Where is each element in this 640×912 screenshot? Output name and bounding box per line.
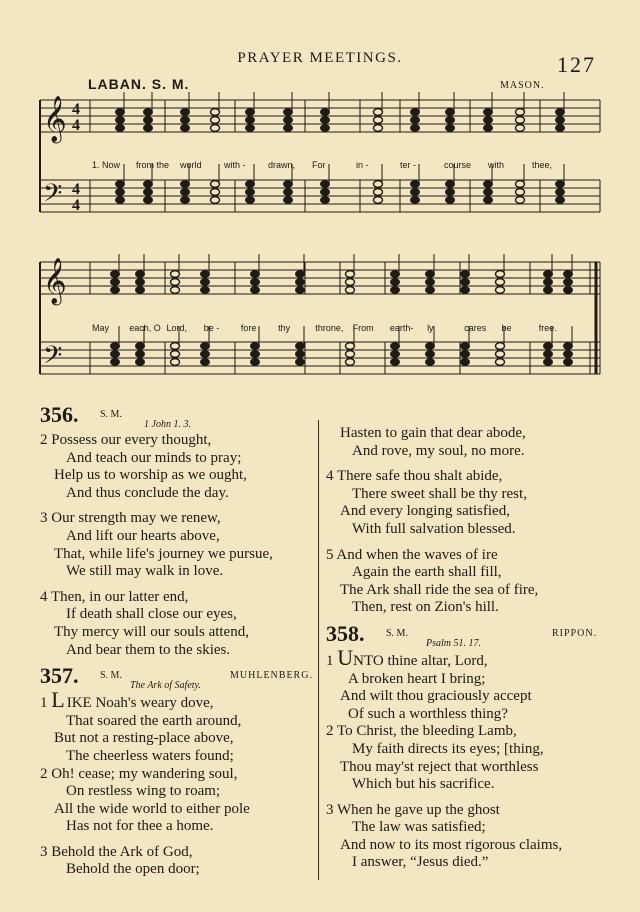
note-head (296, 359, 305, 366)
stanza-number: 1 (40, 695, 48, 712)
note-head (564, 343, 573, 350)
stanza (326, 468, 606, 538)
note-head (111, 271, 120, 278)
note-head (346, 287, 355, 294)
note-head (284, 189, 293, 196)
note-head (171, 359, 180, 366)
note-head (201, 359, 210, 366)
note-head (556, 117, 565, 124)
note-head (136, 287, 145, 294)
note-head (411, 109, 420, 116)
lyric-syllable: with (488, 160, 505, 170)
stanza-line: IKE Noah's weary dove, (66, 695, 214, 712)
note-head (296, 343, 305, 350)
note-head (116, 117, 125, 124)
note-head (251, 279, 260, 286)
note-head (516, 109, 525, 116)
stanza (40, 510, 312, 580)
note-head (544, 343, 553, 350)
note-head (411, 189, 420, 196)
hymn-meter: S. M. (386, 627, 408, 639)
note-head (484, 181, 493, 188)
note-head (556, 189, 565, 196)
note-head (411, 197, 420, 204)
note-head (181, 109, 190, 116)
note-head (346, 359, 355, 366)
right-column (326, 425, 606, 880)
hymn-tune: RIPPON. (552, 627, 598, 639)
hymn-358-stanzas (326, 723, 606, 872)
stanza-line: 4 There safe thou shalt abide, (326, 468, 503, 485)
stanza-line: And bear them to the skies. (66, 641, 231, 658)
note-head (496, 359, 505, 366)
note-head (411, 117, 420, 124)
note-head (284, 109, 293, 116)
note-head (116, 197, 125, 204)
tune-composer: MASON. (500, 80, 545, 91)
note-head (181, 125, 190, 132)
stanza-line: My faith directs its eyes; [thing, (352, 740, 544, 757)
lyric-syllable: be (501, 323, 512, 333)
note-head (544, 351, 553, 358)
note-head (391, 351, 400, 358)
note-head (391, 343, 400, 350)
note-head (374, 189, 383, 196)
note-head (181, 117, 190, 124)
stanza-line: That soared the earth around, (66, 712, 242, 729)
lyric-syllable: with - (224, 160, 246, 170)
note-head (251, 351, 260, 358)
stanza (40, 432, 312, 502)
note-head (556, 197, 565, 204)
stanza-line: Has not for thee a home. (66, 818, 214, 835)
tune-name: LABAN. S. M. (88, 76, 190, 92)
lyric-syllable: ly (427, 323, 434, 333)
lyric-syllable: For (312, 160, 326, 170)
note-head (171, 287, 180, 294)
note-head (111, 343, 120, 350)
stanza-number: 1 (326, 652, 334, 669)
clef-icon: 𝄢 (43, 341, 63, 376)
time-signature: 4 (72, 181, 80, 198)
stanza (40, 844, 312, 879)
stanza-line: Which but his sacrifice. (352, 776, 495, 793)
note-head (136, 271, 145, 278)
note-head (391, 271, 400, 278)
stanza-line: We still may walk in love. (66, 563, 224, 580)
note-head (171, 351, 180, 358)
hymn-tune: MUHLENBERG. (230, 670, 313, 682)
note-head (516, 125, 525, 132)
note-head (116, 125, 125, 132)
lyric-syllable: fore (240, 323, 257, 333)
stanza-line: And rove, my soul, no more. (352, 442, 525, 459)
note-head (144, 181, 153, 188)
stanza-line: But not a resting-place above, (54, 730, 234, 747)
time-signature: 4 (72, 197, 80, 214)
note-head (284, 125, 293, 132)
note-head (284, 117, 293, 124)
note-head (496, 343, 505, 350)
lyric-syllable: earth- (389, 323, 414, 333)
hymn-scripture: Psalm 51. 17. (426, 637, 481, 649)
stanza-line: And wilt thou graciously accept (340, 688, 532, 705)
note-head (201, 279, 210, 286)
hymn-number: 357. (40, 663, 79, 689)
stanza-line: 3 When he gave up the ghost (326, 801, 500, 818)
stanza-line: 2 To Christ, the bleeding Lamb, (326, 723, 517, 740)
note-head (346, 351, 355, 358)
note-head (496, 271, 505, 278)
note-head (144, 109, 153, 116)
hymn-356-stanzas (40, 432, 312, 659)
hymn-358-first-stanza (326, 644, 606, 723)
drop-cap: U (337, 644, 354, 670)
lyric-syllable: Lord, (166, 323, 187, 333)
hymn-358-header (326, 620, 606, 649)
note-head (321, 197, 330, 204)
note-head (461, 359, 470, 366)
hymn-subtitle: The Ark of Safety. (130, 680, 201, 692)
drop-cap: L (51, 687, 65, 713)
note-head (411, 181, 420, 188)
note-head (516, 181, 525, 188)
lyric-syllable: ter - (400, 160, 417, 170)
music-score (0, 0, 640, 410)
note-head (544, 279, 553, 286)
note-head (564, 287, 573, 294)
note-head (284, 181, 293, 188)
note-head (246, 125, 255, 132)
note-head (544, 359, 553, 366)
stanza-line: Thy mercy will our souls attend, (54, 623, 249, 640)
note-head (296, 351, 305, 358)
stanza-line: The law was satisfied; (352, 819, 486, 836)
note-head (426, 271, 435, 278)
stanza-line: And teach our minds to pray; (66, 449, 242, 466)
lyric-syllable: each, O (129, 323, 161, 333)
lyric-syllable: May (92, 323, 110, 333)
lyric-syllable: thy (278, 323, 291, 333)
hymn-number: 358. (326, 620, 365, 646)
note-head (284, 197, 293, 204)
note-head (426, 343, 435, 350)
clef-icon: 𝄞 (43, 96, 67, 142)
note-head (484, 197, 493, 204)
note-head (374, 109, 383, 116)
note-head (171, 279, 180, 286)
note-head (391, 279, 400, 286)
note-head (446, 117, 455, 124)
stanza (40, 766, 312, 836)
stanza-line: The Ark shall ride the sea of fire, (340, 581, 539, 598)
lyric-syllable: From (352, 323, 374, 333)
hymn-meter: S. M. (100, 409, 122, 420)
lyric-syllable: in - (356, 160, 369, 170)
note-head (201, 351, 210, 358)
hymn-meter: S. M. (100, 670, 122, 682)
stanza-line: That, while life's journey we pursue, (54, 545, 273, 562)
note-head (321, 109, 330, 116)
stanza-line: 2 Possess our every thought, (40, 432, 212, 448)
note-head (411, 125, 420, 132)
stanza-line: With full salvation blessed. (352, 520, 516, 537)
note-head (544, 271, 553, 278)
note-head (516, 197, 525, 204)
note-head (211, 117, 220, 124)
note-head (246, 117, 255, 124)
note-head (116, 109, 125, 116)
lyric-syllable: cares (464, 323, 487, 333)
note-head (496, 279, 505, 286)
stanza-line: I answer, “Jesus died.” (352, 854, 489, 871)
note-head (251, 359, 260, 366)
clef-icon: 𝄞 (43, 258, 67, 304)
note-head (251, 287, 260, 294)
note-head (246, 189, 255, 196)
note-head (181, 189, 190, 196)
stanza-line: On restless wing to roam; (66, 783, 221, 800)
note-head (321, 189, 330, 196)
note-head (211, 181, 220, 188)
hymn-357-stanzas (40, 766, 312, 880)
note-head (556, 109, 565, 116)
note-head (111, 287, 120, 294)
stanza-line: There sweet shall be thy rest, (352, 485, 527, 502)
stanza (40, 589, 312, 659)
note-head (446, 189, 455, 196)
note-head (116, 181, 125, 188)
stanza (326, 723, 606, 793)
stanza-line: Thou may'st reject that worthless (340, 758, 539, 775)
note-head (246, 109, 255, 116)
note-head (201, 287, 210, 294)
note-head (321, 181, 330, 188)
note-head (516, 189, 525, 196)
note-head (564, 279, 573, 286)
note-head (496, 351, 505, 358)
note-head (564, 351, 573, 358)
note-head (461, 287, 470, 294)
note-head (111, 351, 120, 358)
stanza-line: All the wide world to either pole (54, 800, 250, 817)
stanza-line: And thus conclude the day. (66, 484, 229, 501)
note-head (496, 287, 505, 294)
note-head (556, 181, 565, 188)
note-head (346, 271, 355, 278)
stanza (326, 547, 606, 617)
stanza-line: And lift our hearts above, (66, 527, 220, 544)
note-head (544, 287, 553, 294)
stanza-line: Help us to worship as we ought, (54, 467, 247, 484)
stanza-line: Hasten to gain that dear abode, (340, 425, 526, 441)
hymn-357-header (40, 663, 313, 692)
hymn-number: 356. (40, 402, 79, 427)
time-signature: 4 (72, 117, 80, 134)
stanza-line: NTO thine altar, Lord, (353, 652, 488, 669)
note-head (391, 359, 400, 366)
note-head (144, 197, 153, 204)
left-column (40, 402, 313, 887)
hymn-357-stanzas-continued (326, 468, 606, 617)
note-head (246, 197, 255, 204)
note-head (484, 109, 493, 116)
note-head (171, 343, 180, 350)
note-head (446, 197, 455, 204)
note-head (136, 279, 145, 286)
note-head (564, 359, 573, 366)
note-head (211, 125, 220, 132)
note-head (484, 125, 493, 132)
note-head (346, 279, 355, 286)
stanza-line: Then, rest on Zion's hill. (352, 599, 499, 616)
note-head (446, 109, 455, 116)
note-head (461, 351, 470, 358)
clef-icon: 𝄢 (43, 179, 63, 214)
note-head (111, 279, 120, 286)
note-head (446, 125, 455, 132)
page-number: 127 (557, 52, 596, 77)
note-head (136, 351, 145, 358)
note-head (461, 279, 470, 286)
note-head (211, 197, 220, 204)
note-head (136, 343, 145, 350)
stanza-line: 2 Oh! cease; my wandering soul, (40, 765, 238, 782)
note-head (461, 343, 470, 350)
hymn-357-first-stanza (40, 687, 312, 765)
note-head (426, 287, 435, 294)
note-head (144, 189, 153, 196)
stanza-line: And now to its most rigorous claims, (340, 836, 563, 853)
note-head (446, 181, 455, 188)
note-head (296, 271, 305, 278)
lyric-syllable: throne, (315, 323, 344, 333)
note-head (461, 271, 470, 278)
note-head (374, 197, 383, 204)
note-head (321, 125, 330, 132)
note-head (374, 181, 383, 188)
stanza-line: 4 Then, in our latter end, (40, 588, 189, 605)
note-head (321, 117, 330, 124)
note-head (136, 359, 145, 366)
running-title: PRAYER MEETINGS. (237, 50, 403, 66)
note-head (201, 343, 210, 350)
note-head (346, 343, 355, 350)
note-head (246, 181, 255, 188)
stanza-line: 3 Behold the Ark of God, (40, 843, 193, 860)
note-head (484, 189, 493, 196)
lyric-syllable: be - (203, 323, 220, 333)
column-divider (318, 420, 319, 880)
time-signature: 4 (72, 101, 80, 118)
note-head (211, 189, 220, 196)
hymn-356-header (40, 402, 312, 430)
note-head (374, 117, 383, 124)
stanza-line: If death shall close our eyes, (66, 606, 237, 623)
note-head (391, 287, 400, 294)
stanza-line: 3 Our strength may we renew, (40, 510, 221, 527)
note-head (181, 181, 190, 188)
hymn-scripture: 1 John 1. 3. (144, 419, 191, 430)
note-head (374, 125, 383, 132)
stanza-line: 5 And when the waves of ire (326, 546, 498, 563)
stanza-line: The cheerless waters found; (66, 747, 234, 764)
stanza-line: Of such a worthless thing? (348, 705, 508, 722)
note-head (484, 117, 493, 124)
stanza (326, 802, 606, 872)
lyric-syllable: from the (136, 160, 170, 170)
note-head (251, 271, 260, 278)
lyric-syllable: course (444, 160, 472, 170)
lyric-syllable: free. (538, 323, 557, 333)
note-head (564, 271, 573, 278)
note-head (516, 117, 525, 124)
note-head (201, 271, 210, 278)
continuation-lines (326, 425, 606, 460)
note-head (144, 117, 153, 124)
note-head (171, 271, 180, 278)
note-head (116, 189, 125, 196)
note-head (556, 125, 565, 132)
note-head (251, 343, 260, 350)
note-head (296, 279, 305, 286)
lyric-syllable: world (180, 160, 202, 170)
stanza-line: Again the earth shall fill, (352, 564, 502, 581)
lyric-syllable: 1. Now (92, 160, 121, 170)
note-head (426, 359, 435, 366)
stanza-line: Behold the open door; (66, 861, 200, 878)
stanza-line: And every longing satisfied, (340, 503, 510, 520)
note-head (426, 351, 435, 358)
lyric-syllable: thee, (532, 160, 553, 170)
stanza-line: A broken heart I bring; (348, 670, 486, 687)
note-head (181, 197, 190, 204)
note-head (211, 109, 220, 116)
note-head (296, 287, 305, 294)
note-head (111, 359, 120, 366)
lyric-syllable: drawn, (268, 160, 296, 170)
note-head (426, 279, 435, 286)
note-head (144, 125, 153, 132)
